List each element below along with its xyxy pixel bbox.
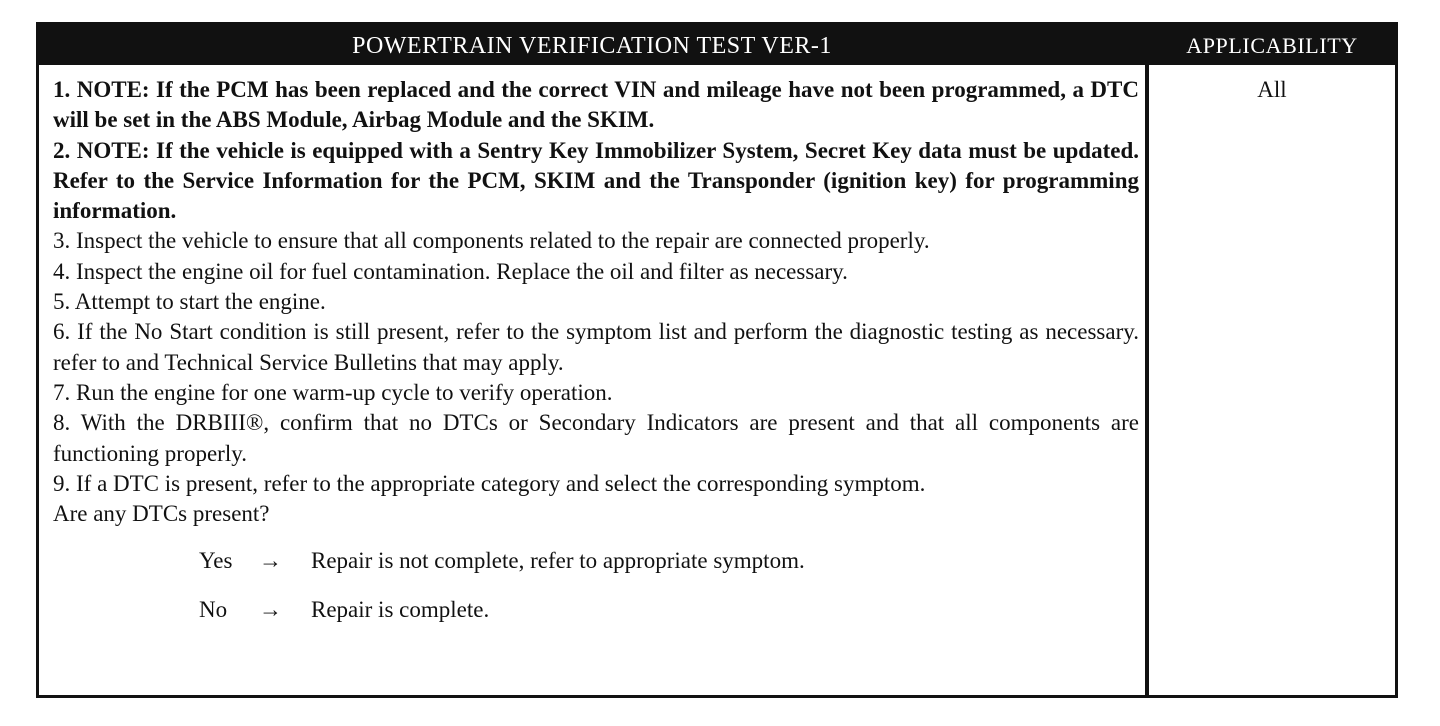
right-arrow-icon: → [259,548,282,574]
question-text: Are any DTCs present? [53,501,270,527]
column-divider [1145,65,1149,695]
applicability-heading: APPLICABILITY [1186,33,1358,58]
table-header [39,25,1395,65]
procedure-cell [53,75,1139,644]
step-6: 6. If the No Start condition is still present, refer to the symptom list and perform the diagnostic testing as necessary. refer to and Technical Service Bulletins that may apply. [53,319,1139,375]
answer-yes [53,546,1139,595]
answer-list [53,546,1139,644]
step-1-note: 1. NOTE: If the PCM has been replaced and the correct VIN and mileage have not been programmed, a DTC will be set in the ABS Module, Airbag Module and the SKIM. [53,77,1139,133]
step-4: 4. Inspect the engine oil for fuel contamination. Replace the oil and filter as necessary. [53,258,848,284]
applicability-value: All [1257,77,1287,102]
step-5: 5. Attempt to start the engine. [53,289,326,315]
answer-no-text: Repair is complete. [311,597,490,623]
answer-no-label: No [199,597,228,623]
answer-yes-label: Yes [199,548,233,574]
verification-test-table [36,22,1398,698]
step-8: 8. With the DRBIII®, confirm that no DTCs or Secondary Indicators are present and that all components are functioning properly. [53,410,1139,466]
answer-yes-text: Repair is not complete, refer to appropriate symptom. [311,548,805,574]
step-9: 9. If a DTC is present, refer to the appropriate category and select the corresponding symptom. [53,470,926,496]
test-title: POWERTRAIN VERIFICATION TEST VER-1 [352,33,832,59]
step-7: 7. Run the engine for one warm-up cycle to verify operation. [53,379,613,405]
step-2-note: 2. NOTE: If the vehicle is equipped with a Sentry Key Immobilizer System, Secret Key data must be updated. Refer to the Service Information for the PCM, SKIM and the Transponder (ignition key) for programming information. [53,137,1139,224]
right-arrow-icon: → [259,597,282,623]
step-3: 3. Inspect the vehicle to ensure that all components related to the repair are connected properly. [53,228,930,254]
answer-no [53,595,1139,644]
